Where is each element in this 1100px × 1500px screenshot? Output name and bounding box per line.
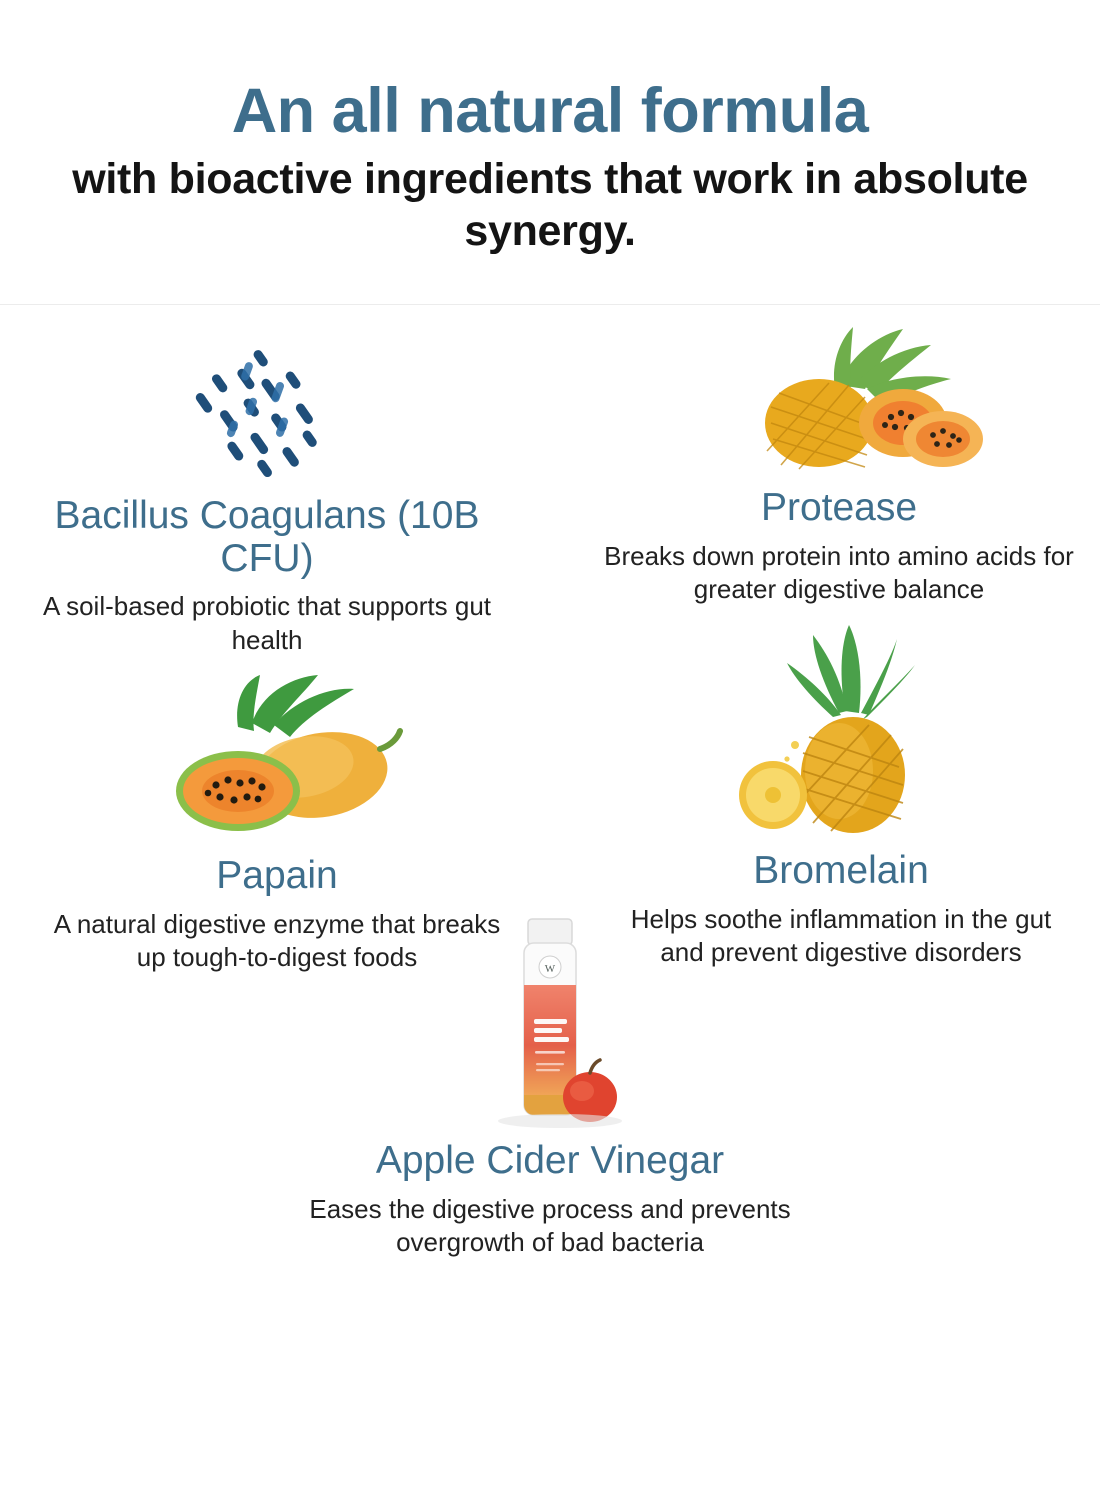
pineapple-papaya-icon [600,327,1078,477]
ingredient-description: Breaks down protein into amino acids for greater digestive balance [604,540,1074,604]
ingredient-title: Apple Cider Vinegar [375,1138,725,1182]
page-subtitle: with bioactive ingredients that work in absolute synergy. [72,154,1028,256]
ingredient-title: Papain [216,853,338,897]
ingredient-description: A soil-based probiotic that supports gut health [42,591,492,655]
pineapple-icon [606,625,1076,840]
ingredient-title: Bacillus Coagulans (10B CFU) [54,493,480,580]
acv-bottle-icon [300,915,800,1130]
papaya-icon [42,675,512,845]
ingredient-title: Protease [760,485,918,529]
ingredient-card-bacillus-coagulans [22,335,512,657]
ingredient-description: A natural digestive enzyme that breaks up tough-to-digest foods [53,908,501,972]
ingredient-description: Helps soothe inflammation in the gut and prevent digestive disorders [630,903,1052,967]
svg-text:W: W [544,962,556,975]
page-header [0,0,1100,305]
ingredient-description: Eases the digestive process and prevents overgrowth of bad bacteria [309,1193,791,1257]
ingredient-title: Bromelain [753,848,929,892]
ingredient-card-protease [600,327,1078,606]
page-title: An all natural formula [231,76,869,146]
ingredient-card-apple-cider-vinegar [300,915,800,1259]
bacteria-icon [22,335,512,485]
ingredients-grid [0,305,1100,1425]
